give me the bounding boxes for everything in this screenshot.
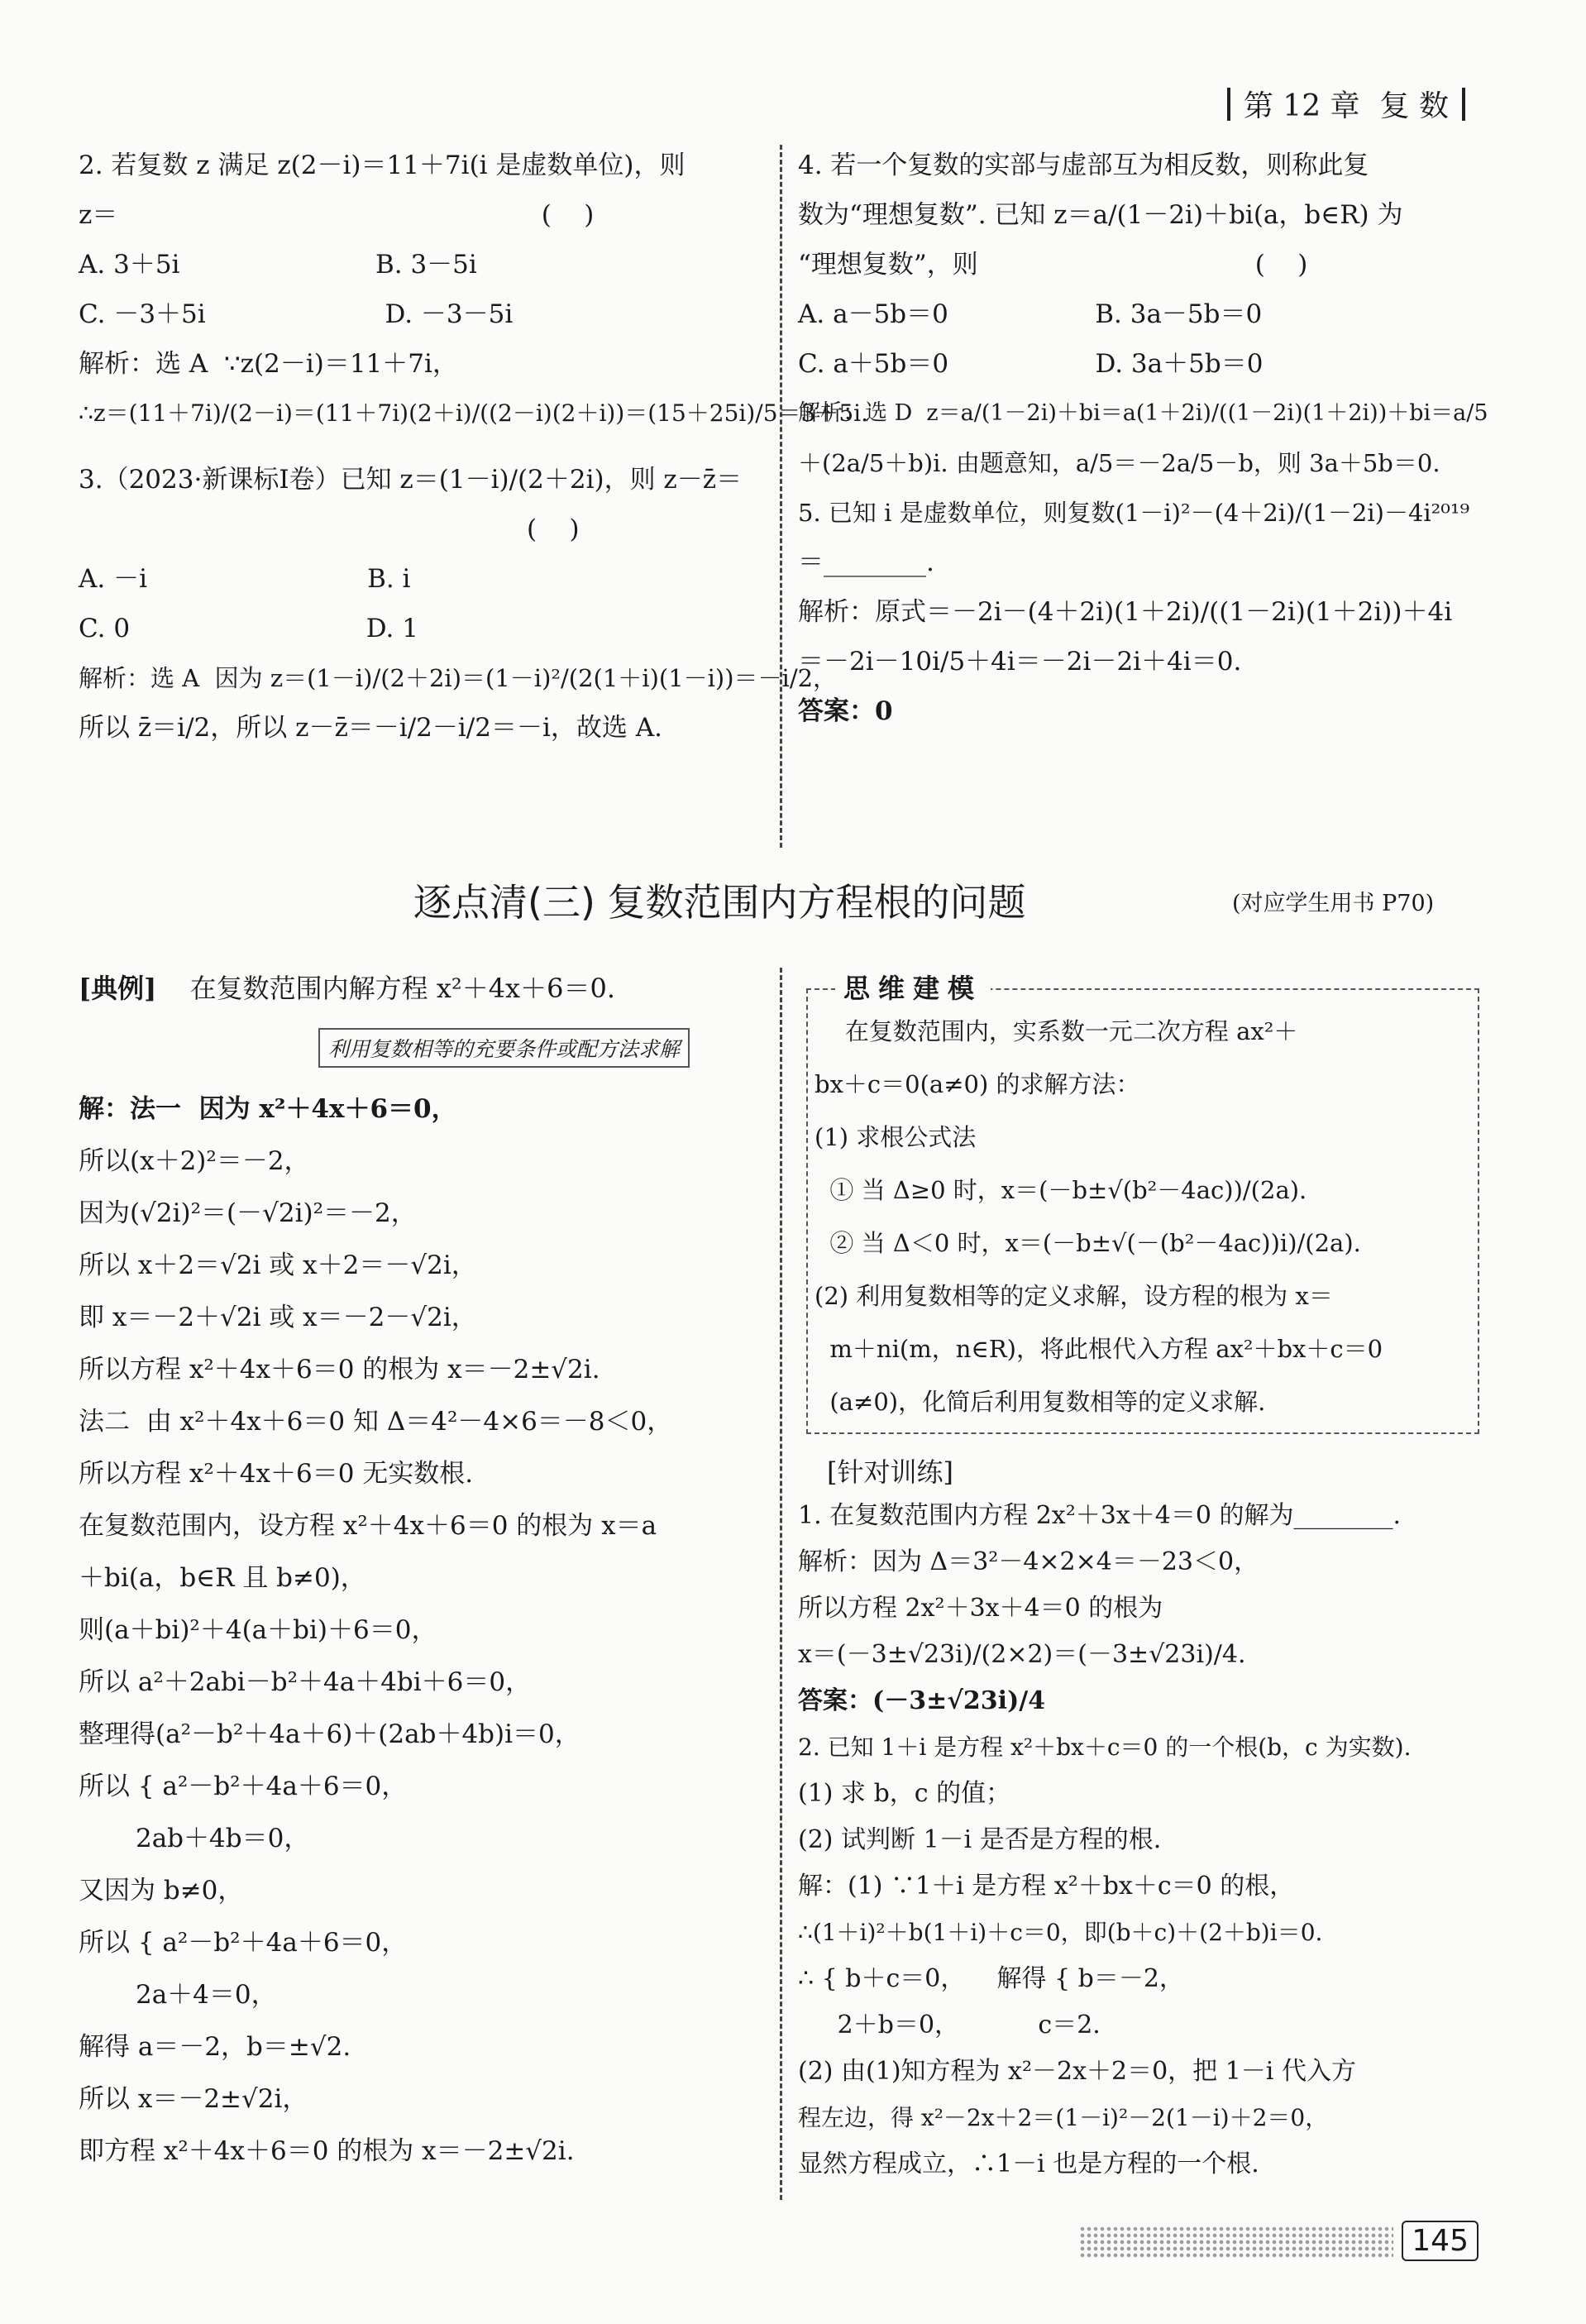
right-bottom-column <box>798 1493 1484 2188</box>
example-text: 在复数范围内解方程 x²＋4x＋6＝0. <box>189 973 615 1004</box>
right-top-column <box>798 141 1488 736</box>
chapter-title: 复 数 <box>1379 89 1449 123</box>
solution-line: 即方程 x²＋4x＋6＝0 的根为 x＝－2±√2i. <box>79 2136 575 2166</box>
problem-line: 2. 若复数 z 满足 z(2－i)＝11＋7i(i 是虚数单位)，则 <box>79 151 686 180</box>
solution-line: 解析：选 A 因为 z＝(1－i)/(2＋2i)＝(1－i)²/(2(1＋i)(1－i))＝－i/2， <box>79 664 838 692</box>
solution-line: 所以方程 x²＋4x＋6＝0 的根为 x＝－2±√2i. <box>79 1355 600 1384</box>
chapter-number: 第 12 章 <box>1243 89 1360 123</box>
problem-line: 3.（2023·新课标Ⅰ卷）已知 z＝(1－i)/(2＋2i)，则 z－z̄＝ <box>79 465 743 495</box>
model-line: (1) 求根公式法 <box>814 1123 977 1151</box>
training-line: 显然方程成立，∴1－i 也是方程的一个根. <box>798 2149 1259 2178</box>
page-footer <box>1079 2221 1479 2261</box>
solution-line: 整理得(a²－b²＋4a＋6)＋(2ab＋4b)i＝0， <box>79 1719 580 1749</box>
solution-line: 则(a＋bi)²＋4(a＋bi)＋6＝0， <box>79 1615 437 1645</box>
model-line: (a≠0)，化简后利用复数相等的定义求解. <box>814 1388 1266 1416</box>
solution-line: 2a＋4＝0， <box>79 1980 277 2010</box>
example-heading <box>79 964 765 1013</box>
training-line: (2) 由(1)知方程为 x²－2x＋2＝0，把 1－i 代入方 <box>798 2057 1356 2086</box>
training-line: 2. 已知 1＋i 是方程 x²＋bx＋c＝0 的一个根(b，c 为实数). <box>798 1733 1412 1761</box>
answer-line: 答案：(－3±√23i)/4 <box>798 1686 1046 1715</box>
option-line: C. 0 D. 1 <box>79 614 418 643</box>
training-line: (2) 试判断 1－i 是否是方程的根. <box>798 1825 1162 1854</box>
left-bottom-column <box>79 1083 765 2178</box>
training-line: 解析：因为 Δ＝3²－4×2×4＝－23＜0， <box>798 1547 1259 1576</box>
solution-line: ＝－2i－10i/5＋4i＝－2i－2i＋4i＝0. <box>798 647 1242 677</box>
solution-line: 所以 z̄＝i/2，所以 z－z̄＝－i/2－i/2＝－i，故选 A. <box>79 713 662 743</box>
problem-line: “理想复数”，则 ( ) <box>798 250 1308 280</box>
thinking-model-tag: 思维建模 <box>835 968 991 1006</box>
training-line: 程左边，得 x²－2x＋2＝(1－i)²－2(1－i)＋2＝0， <box>798 2104 1329 2131</box>
training-line: 解：(1) ∵1＋i 是方程 x²＋bx＋c＝0 的根， <box>798 1872 1295 1901</box>
solution-line: 解：法一 因为 x²＋4x＋6＝0， <box>79 1094 457 1124</box>
problem-line: ( ) <box>79 514 580 544</box>
solution-line: 即 x＝－2＋√2i 或 x＝－2－√2i， <box>79 1303 477 1332</box>
problem-line: ＝________. <box>798 548 934 577</box>
section-reference: (对应学生用书 P70) <box>1232 891 1435 916</box>
header-divider <box>1227 88 1230 121</box>
model-line: m＋ni(m，n∈R)，将此根代入方程 ax²＋bx＋c＝0 <box>814 1335 1383 1363</box>
solution-line: 所以 { a²－b²＋4a＋6＝0， <box>79 1928 408 1958</box>
solution-line: ∴z＝(11＋7i)/(2－i)＝(11＋7i)(2＋i)/((2－i)(2＋i))＝(15＋25i)/5＝3＋5i. <box>79 399 869 427</box>
option-line: A. 3＋5i B. 3－5i <box>79 250 477 280</box>
solution-line: 又因为 b≠0， <box>79 1876 244 1906</box>
solution-line: 解析：选 D z＝a/(1－2i)＋bi＝a(1＋2i)/((1－2i)(1＋2i))＋bi＝a/5 <box>798 400 1488 426</box>
training-line: (1) 求 b，c 的值； <box>798 1779 1011 1808</box>
hint-box: 利用复数相等的充要条件或配方法求解 <box>318 1028 690 1068</box>
option-line: A. a－5b＝0 B. 3a－5b＝0 <box>798 299 1263 329</box>
training-line: 2＋b＝0， c＝2. <box>798 2011 1101 2039</box>
section-title: 逐点清(三) 复数范围内方程根的问题 <box>413 880 1026 925</box>
option-line: C. －3＋5i D. －3－5i <box>79 299 514 329</box>
header-divider-right <box>1462 88 1465 121</box>
solution-line: 所以方程 x²＋4x＋6＝0 无实数根. <box>79 1459 474 1489</box>
answer-line: 答案：0 <box>798 696 893 726</box>
option-line: A. －i B. i <box>79 564 411 594</box>
solution-line: 所以 a²＋2abi－b²＋4a＋4bi＋6＝0， <box>79 1667 532 1697</box>
solution-line: ＋(2a/5＋b)i. 由题意知，a/5＝－2a/5－b，则 3a＋5b＝0. <box>798 449 1440 477</box>
solution-line: 2ab＋4b＝0， <box>79 1824 310 1853</box>
solution-line: 在复数范围内，设方程 x²＋4x＋6＝0 的根为 x＝a <box>79 1511 657 1541</box>
training-line: 所以方程 2x²＋3x＋4＝0 的根为 <box>798 1594 1163 1623</box>
column-divider-bottom <box>780 968 782 2200</box>
problem-line: 数为“理想复数”. 已知 z＝a/(1－2i)＋bi(a，b∈R) 为 <box>798 200 1403 230</box>
solution-line: 解析：选 A ∵z(2－i)＝11＋7i， <box>79 349 458 379</box>
training-label: [针对训练] <box>827 1456 953 1488</box>
solution-line: 所以 x＝－2±√2i， <box>79 2084 308 2114</box>
model-line: bx＋c＝0(a≠0) 的求解方法： <box>814 1070 1140 1098</box>
thinking-model-content <box>814 1005 1468 1428</box>
column-divider-top <box>780 145 782 848</box>
solution-line: 法二 由 x²＋4x＋6＝0 知 Δ＝4²－4×6＝－8＜0， <box>79 1407 673 1437</box>
training-line: 1. 在复数范围内方程 2x²＋3x＋4＝0 的解为________. <box>798 1501 1401 1530</box>
page-number: 145 <box>1402 2221 1479 2261</box>
solution-line: 所以 { a²－b²＋4a＋6＝0， <box>79 1772 408 1801</box>
problem-line: z＝ ( ) <box>79 200 595 230</box>
solution-line: 解得 a＝－2，b＝±√2. <box>79 2032 351 2062</box>
solution-line: 因为(√2i)²＝(－√2i)²＝－2， <box>79 1198 417 1228</box>
option-line: C. a＋5b＝0 D. 3a＋5b＝0 <box>798 349 1264 379</box>
example-label: [典例] <box>79 973 157 1004</box>
solution-line: ＋bi(a，b∈R 且 b≠0)， <box>79 1563 366 1593</box>
problem-line: 5. 已知 i 是虚数单位，则复数(1－i)²－(4＋2i)/(1－2i)－4i²⁰¹⁹ <box>798 499 1470 527</box>
training-line: ∴(1＋i)²＋b(1＋i)＋c＝0，即(b＋c)＋(2＋b)i＝0. <box>798 1919 1323 1946</box>
solution-line: 解析：原式＝－2i－(4＋2i)(1＋2i)/((1－2i)(1＋2i))＋4i <box>798 597 1453 627</box>
solution-line: 所以(x＋2)²＝－2， <box>79 1146 310 1176</box>
model-line: (2) 利用复数相等的定义求解，设方程的根为 x＝ <box>814 1282 1333 1310</box>
training-line: ∴ { b＋c＝0， 解得 { b＝－2， <box>798 1964 1184 1993</box>
model-line: ② 当 Δ＜0 时，x＝(－b±√(－(b²－4ac))i)/(2a). <box>814 1229 1361 1257</box>
problem-line: 4. 若一个复数的实部与虚部互为相反数，则称此复 <box>798 151 1369 180</box>
training-line: x＝(－3±√23i)/(2×2)＝(－3±√23i)/4. <box>798 1640 1246 1669</box>
model-line: 在复数范围内，实系数一元二次方程 ax²＋ <box>814 1017 1298 1045</box>
model-line: ① 当 Δ≥0 时，x＝(－b±√(b²－4ac))/(2a). <box>814 1176 1307 1204</box>
solution-line: 所以 x＋2＝√2i 或 x＋2＝－√2i， <box>79 1250 477 1280</box>
chapter-header <box>1214 83 1479 125</box>
dot-pattern <box>1079 2226 1393 2257</box>
